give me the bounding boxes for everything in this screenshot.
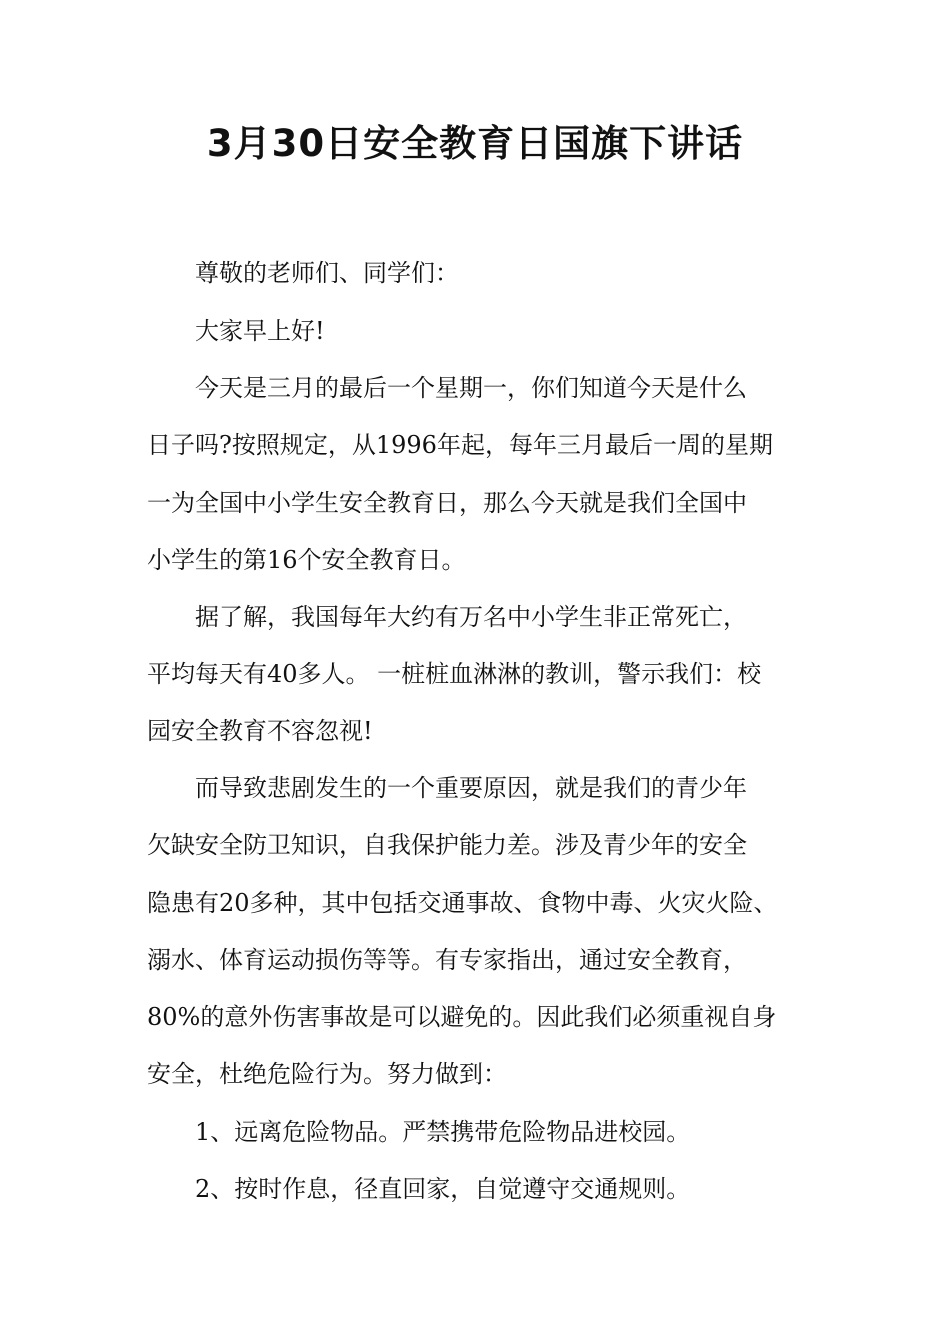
list-item-2: 2、按时作息，径直回家，自觉遵守交通规则。 <box>195 1175 691 1203</box>
paragraph-line: 今天是三月的最后一个星期一，你们知道今天是什么 <box>195 374 747 402</box>
greeting-line: 大家早上好! <box>195 317 325 345</box>
paragraph-line: 隐患有20多种，其中包括交通事故、食物中毒、火灾火险、 <box>147 889 778 917</box>
document-title: 3月30日安全教育日国旗下讲话 <box>206 122 744 165</box>
paragraph-line: 一为全国中小学生安全教育日，那么今天就是我们全国中 <box>147 489 747 517</box>
paragraph-line: 溺水、体育运动损伤等等。有专家指出，通过安全教育， <box>147 946 747 974</box>
paragraph-line: 园安全教育不容忽视! <box>147 717 373 745</box>
paragraph-line: 小学生的第16个安全教育日。 <box>147 546 466 574</box>
paragraph-line: 而导致悲剧发生的一个重要原因，就是我们的青少年 <box>195 774 747 802</box>
paragraph-line: 欠缺安全防卫知识，自我保护能力差。涉及青少年的安全 <box>147 831 747 859</box>
paragraph-line: 80%的意外伤害事故是可以避免的。因此我们必须重视自身 <box>147 1003 777 1031</box>
paragraph-line: 据了解，我国每年大约有万名中小学生非正常死亡， <box>195 603 747 631</box>
salutation-line: 尊敬的老师们、同学们： <box>195 259 459 287</box>
list-item-1: 1、远离危险物品。严禁携带危险物品进校园。 <box>195 1118 691 1146</box>
paragraph-line: 日子吗?按照规定，从1996年起，每年三月最后一周的星期 <box>147 431 773 459</box>
paragraph-line: 安全，杜绝危险行为。努力做到： <box>147 1060 507 1088</box>
paragraph-line: 平均每天有40多人。 一桩桩血淋淋的教训，警示我们：校 <box>147 660 762 688</box>
